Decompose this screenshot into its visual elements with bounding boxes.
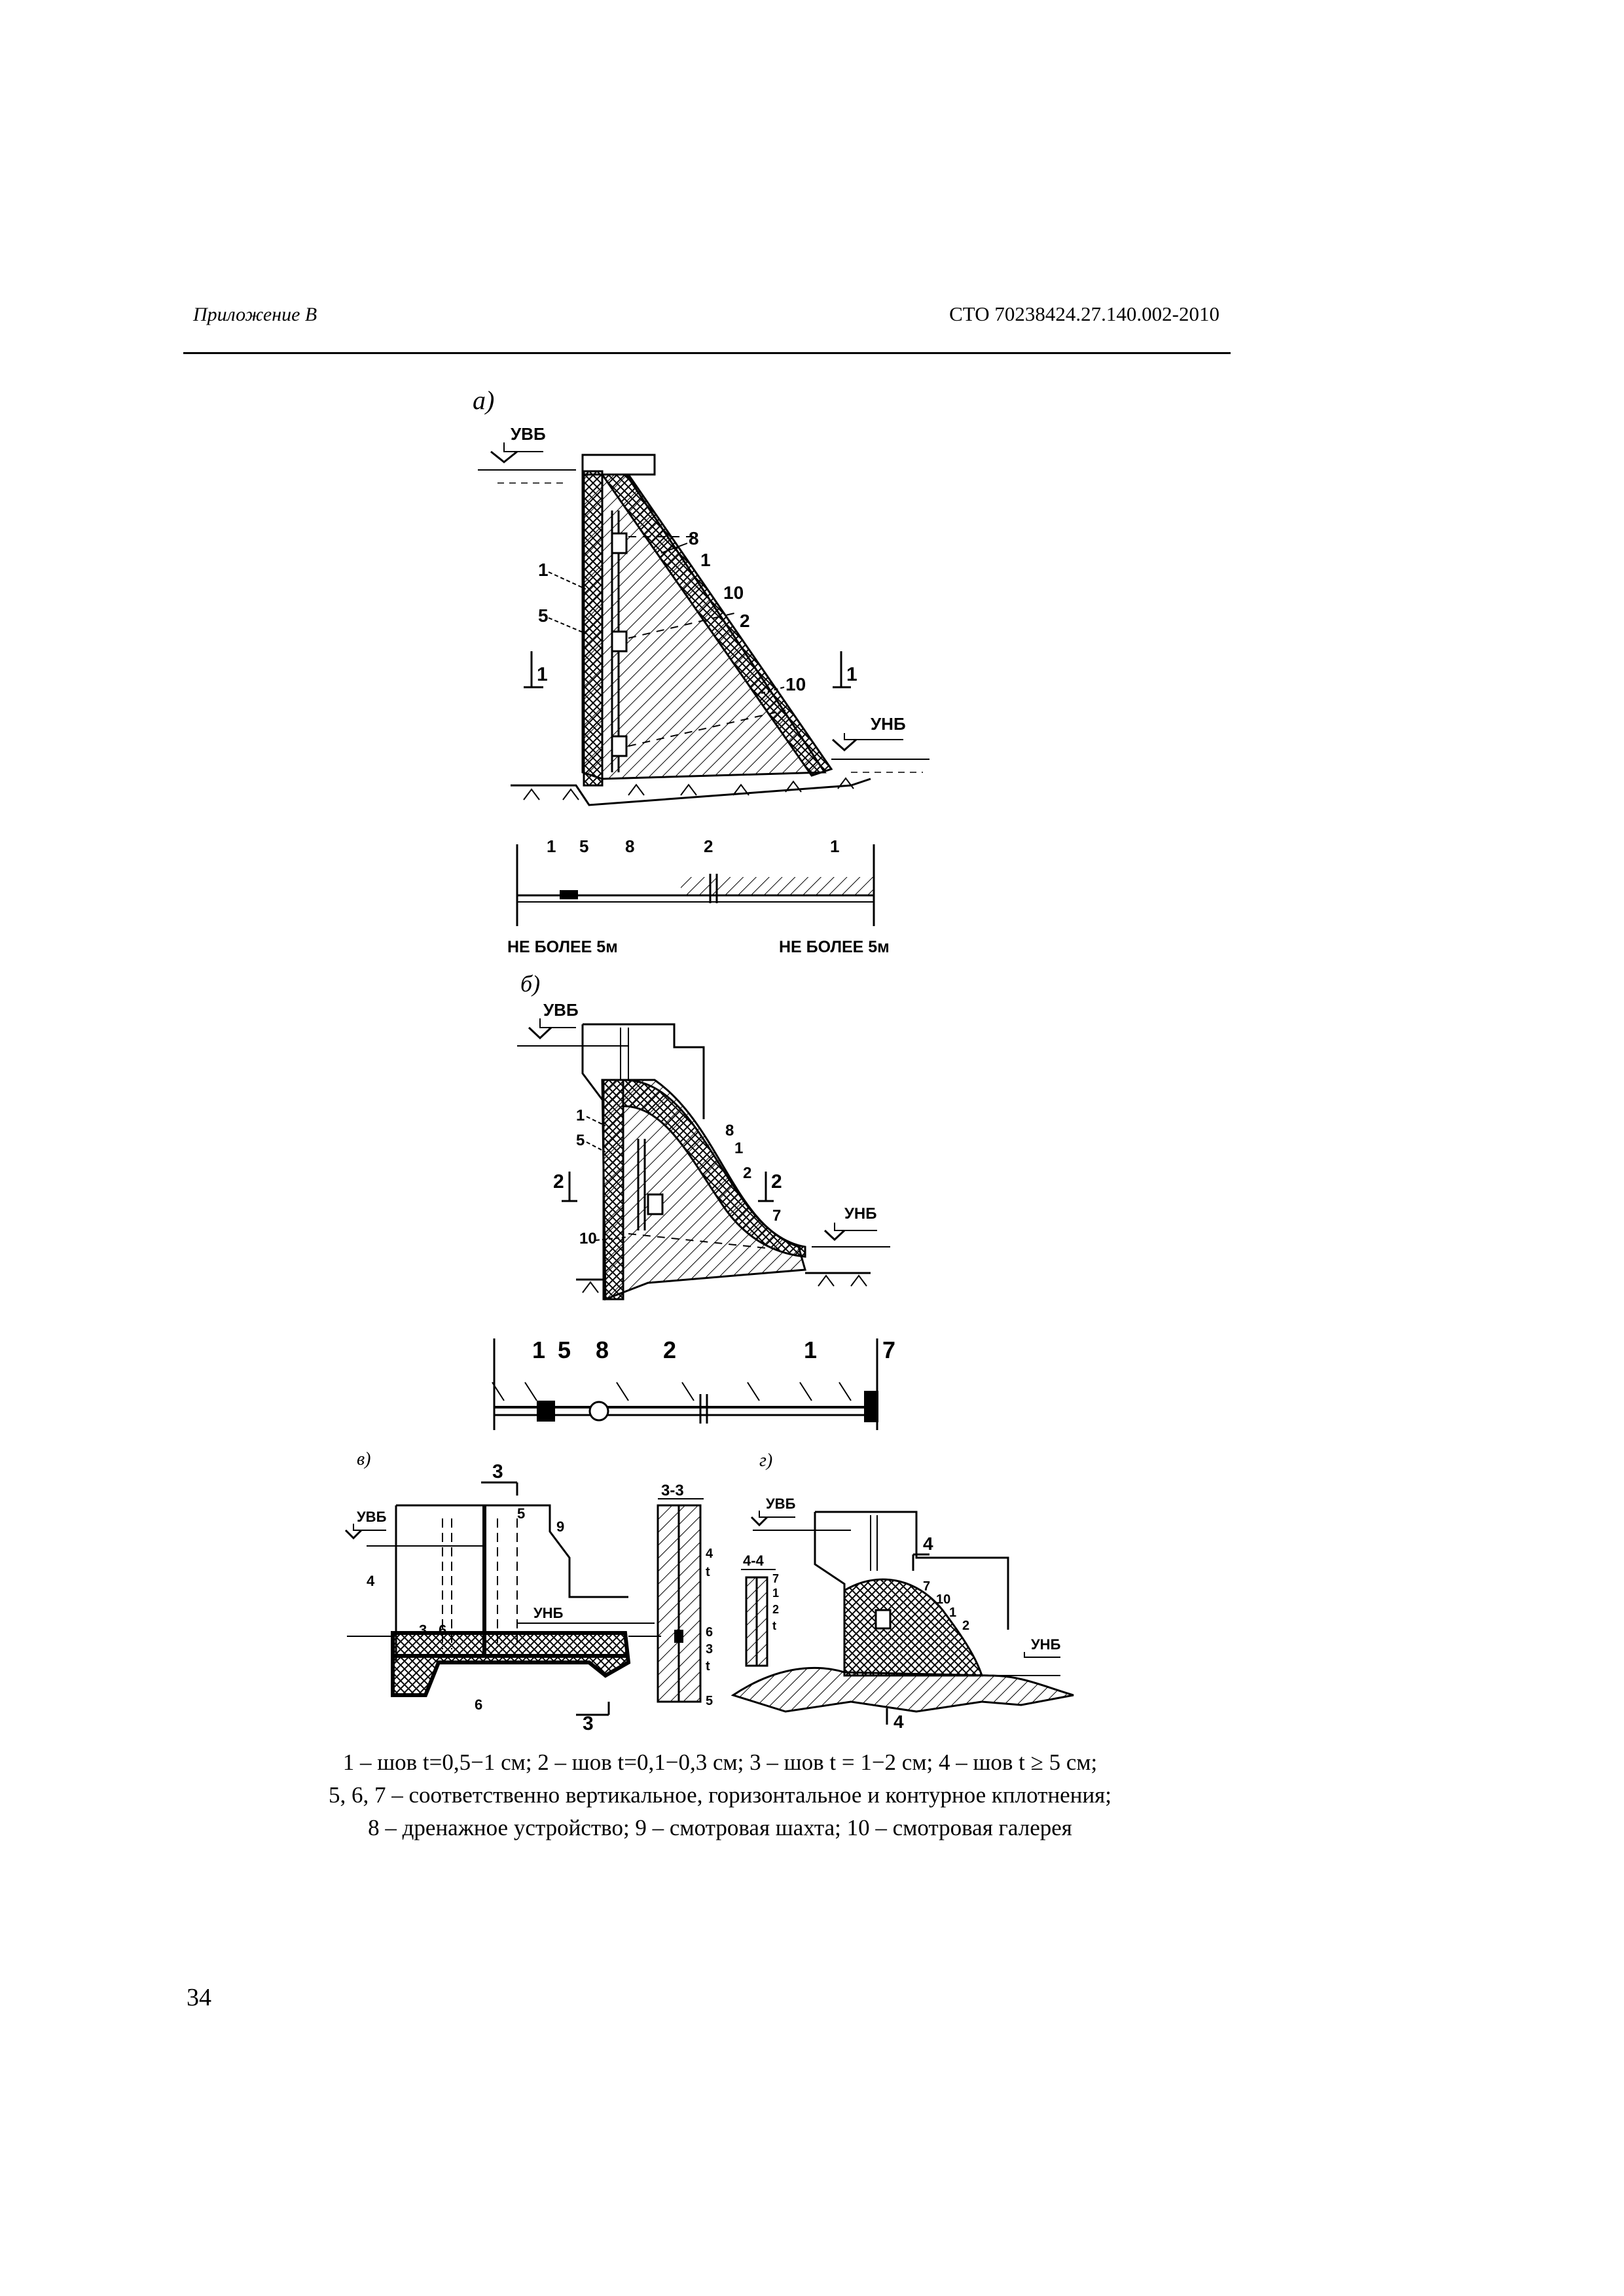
panel-v-downstream-level: УНБ bbox=[533, 1605, 564, 1621]
panel-v-section-mark-bottom: 3 bbox=[583, 1713, 594, 1734]
caption-line-1: 1 – шов t=0,5−1 см; 2 – шов t=0,1−0,3 см; 3 – шов t = 1−2 см; 4 – шов t ≥ 5 см; bbox=[342, 1749, 1098, 1775]
svg-text:t: t bbox=[772, 1619, 776, 1632]
svg-text:7: 7 bbox=[882, 1336, 896, 1363]
svg-text:3: 3 bbox=[419, 1622, 427, 1638]
panel-a-plan-callouts bbox=[547, 836, 839, 856]
panel-v-section-mark-top: 3 bbox=[492, 1461, 503, 1482]
svg-text:1: 1 bbox=[538, 560, 549, 580]
section-4-4-title: 4-4 bbox=[743, 1552, 764, 1569]
panel-g-label: г) bbox=[759, 1450, 773, 1471]
svg-text:t: t bbox=[706, 1565, 710, 1579]
svg-text:4: 4 bbox=[706, 1547, 713, 1561]
svg-text:2: 2 bbox=[771, 1171, 782, 1193]
panel-g-section-mark-bottom: 4 bbox=[893, 1712, 904, 1732]
svg-text:2: 2 bbox=[663, 1336, 677, 1363]
svg-text:10: 10 bbox=[936, 1592, 951, 1607]
svg-text:6: 6 bbox=[475, 1696, 483, 1713]
panel-b bbox=[517, 971, 890, 1299]
svg-text:2: 2 bbox=[553, 1171, 564, 1193]
svg-text:10: 10 bbox=[579, 1230, 597, 1247]
svg-text:8: 8 bbox=[625, 836, 635, 856]
figure-caption bbox=[196, 1746, 1244, 1844]
appendix-label: Приложение В bbox=[193, 304, 317, 325]
svg-text:4: 4 bbox=[367, 1573, 375, 1589]
svg-text:2: 2 bbox=[743, 1164, 752, 1182]
panel-g-upstream-level: УВБ bbox=[766, 1496, 796, 1512]
svg-text:1: 1 bbox=[734, 1139, 744, 1157]
svg-text:9: 9 bbox=[556, 1518, 565, 1535]
panel-a-plan bbox=[507, 836, 890, 956]
svg-text:7: 7 bbox=[772, 1572, 780, 1585]
svg-text:10: 10 bbox=[785, 674, 806, 694]
svg-text:5: 5 bbox=[558, 1336, 571, 1363]
section-4-4-callouts bbox=[772, 1572, 779, 1632]
svg-text:8: 8 bbox=[725, 1122, 734, 1139]
svg-text:5: 5 bbox=[517, 1505, 526, 1522]
svg-text:6: 6 bbox=[439, 1622, 447, 1638]
caption-line-3: 8 – дренажное устройство; 9 – смотровая шахта; 10 – смотровая галерея bbox=[368, 1815, 1072, 1840]
panel-a-label: а) bbox=[473, 386, 495, 415]
document-code: СТО 70238424.27.140.002-2010 bbox=[949, 302, 1219, 325]
svg-text:1: 1 bbox=[700, 550, 711, 570]
plan-spacing-note-left: НЕ БОЛЕЕ 5м bbox=[507, 938, 618, 956]
panel-b-plan bbox=[492, 1336, 895, 1430]
page-number: 34 bbox=[187, 1984, 211, 2011]
panel-b-upstream-level: УВБ bbox=[543, 1000, 579, 1020]
svg-text:1: 1 bbox=[804, 1336, 818, 1363]
panel-v bbox=[346, 1449, 661, 1734]
panel-a-upstream-level: УВБ bbox=[511, 424, 546, 444]
svg-text:7: 7 bbox=[923, 1579, 931, 1594]
svg-text:5: 5 bbox=[538, 605, 549, 626]
caption-line-2: 5, 6, 7 – соответственно вертикальное, горизонтальное и контурное кплотнения; bbox=[329, 1782, 1111, 1808]
svg-text:1: 1 bbox=[830, 836, 840, 856]
svg-text:7: 7 bbox=[772, 1207, 782, 1225]
svg-text:5: 5 bbox=[579, 836, 589, 856]
svg-text:t: t bbox=[706, 1659, 710, 1674]
svg-text:1: 1 bbox=[532, 1336, 546, 1363]
section-3-3 bbox=[658, 1482, 713, 1708]
svg-text:1: 1 bbox=[772, 1587, 780, 1600]
panel-b-plan-callouts bbox=[532, 1336, 895, 1363]
svg-text:1: 1 bbox=[576, 1107, 585, 1124]
panel-b-downstream-level: УНБ bbox=[844, 1205, 877, 1223]
plan-spacing-note-right: НЕ БОЛЕЕ 5м bbox=[779, 938, 890, 956]
svg-text:1: 1 bbox=[547, 836, 556, 856]
panel-b-label: б) bbox=[520, 971, 541, 997]
svg-text:6: 6 bbox=[706, 1625, 713, 1640]
panel-a-downstream-level: УНБ bbox=[871, 714, 906, 734]
svg-text:8: 8 bbox=[689, 528, 699, 548]
panel-v-upstream-level: УВБ bbox=[357, 1509, 387, 1525]
panel-g-downstream-level: УНБ bbox=[1031, 1636, 1061, 1653]
panel-g-section-mark-top: 4 bbox=[923, 1534, 933, 1554]
section-3-3-title: 3-3 bbox=[661, 1482, 684, 1499]
section-4-4 bbox=[741, 1552, 779, 1666]
svg-text:5: 5 bbox=[576, 1132, 585, 1149]
svg-text:3: 3 bbox=[706, 1642, 713, 1657]
svg-text:1: 1 bbox=[537, 664, 548, 685]
svg-text:2: 2 bbox=[704, 836, 713, 856]
svg-text:5: 5 bbox=[706, 1694, 713, 1708]
svg-text:2: 2 bbox=[772, 1603, 780, 1616]
panel-v-label: в) bbox=[357, 1449, 371, 1469]
svg-text:1: 1 bbox=[949, 1605, 957, 1620]
svg-text:2: 2 bbox=[962, 1619, 970, 1633]
svg-text:8: 8 bbox=[596, 1336, 609, 1363]
svg-text:1: 1 bbox=[846, 664, 857, 685]
panel-g bbox=[733, 1450, 1074, 1732]
svg-text:2: 2 bbox=[740, 611, 750, 631]
section-3-3-callouts bbox=[706, 1547, 713, 1708]
svg-text:10: 10 bbox=[723, 583, 744, 603]
panel-a bbox=[473, 386, 929, 805]
